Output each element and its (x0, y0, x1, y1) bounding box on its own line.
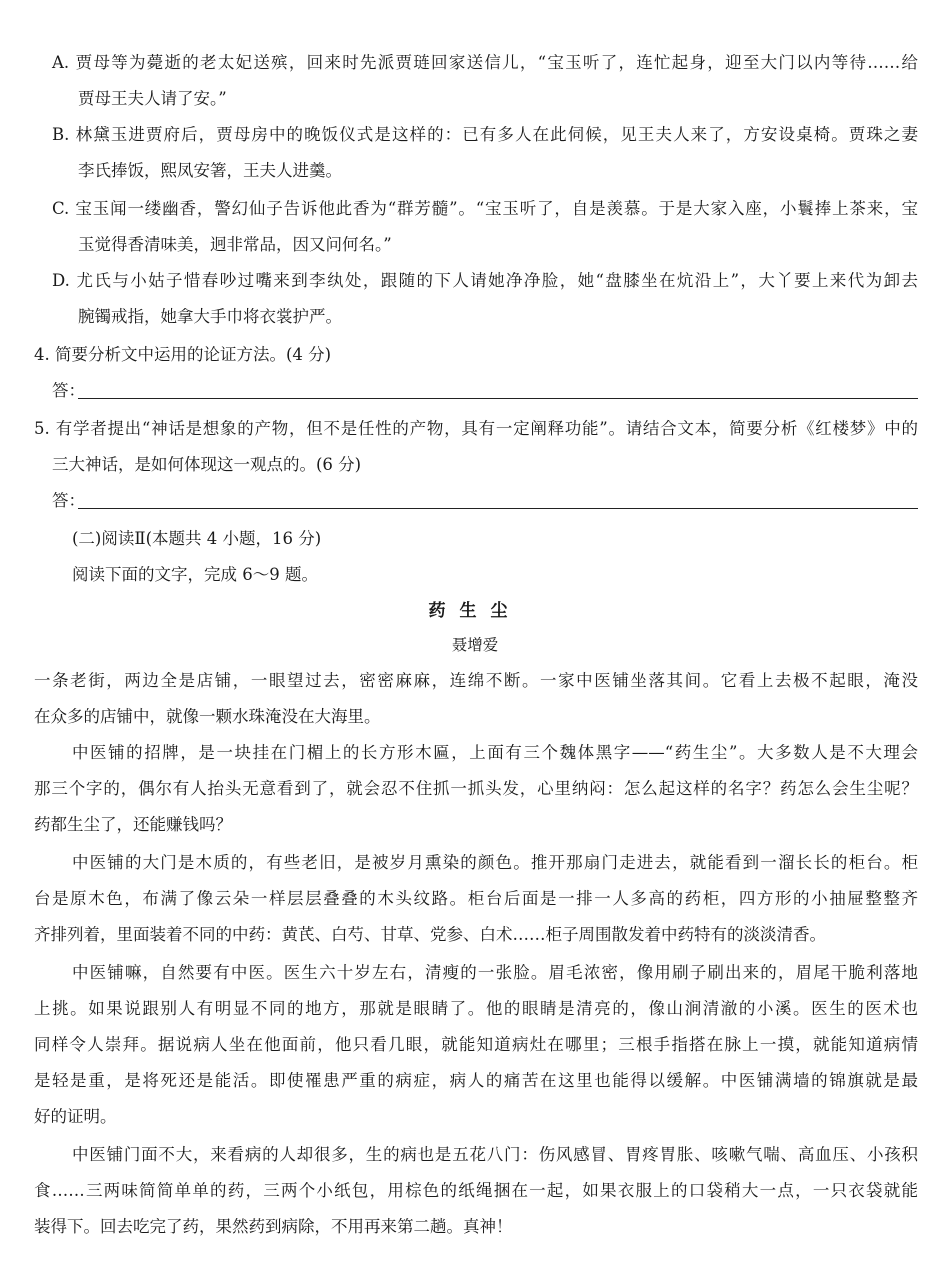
article-line: 药都生尘了，还能赚钱吗？ (34, 815, 232, 834)
article-line: 在众多的店铺中，就像一颗水珠淹没在大海里。 (34, 707, 381, 726)
article-line: 好的证明。 (34, 1107, 117, 1126)
article-author: 聂增爱 (451, 636, 499, 654)
article-line: 台是原木色，布满了像云朵一样层层叠叠的木头纹路。柜台后面是一排一人多高的药柜，四方形的小抽屉整整齐 (34, 889, 918, 908)
section-heading: (二)阅读Ⅱ(本题共 4 小题，16 分) (72, 529, 322, 548)
option-a-line2: 贾母王夫人请了安。” (78, 89, 227, 108)
article-title: 药生尘 (428, 601, 522, 621)
option-b-line2: 李氏捧饭，熙凤安箸，王夫人进羹。 (78, 161, 342, 180)
question-4-answer-row[interactable] (52, 380, 918, 404)
article-line: 齐排列着，里面装着不同的中药：黄芪、白芍、甘草、党参、白术……柜子周围散发着中药特有的淡淡清香。 (34, 925, 826, 944)
article-line: 食……三两味简简单单的药，三两个小纸包，用棕色的纸绳捆在一起，如果衣服上的口袋稍大一点，一只衣袋就能 (34, 1181, 918, 1200)
option-c-line2: 玉觉得香清味美，迥非常品，因又问何名。” (78, 235, 392, 254)
article-line: 中医铺的招牌，是一块挂在门楣上的长方形木匾，上面有三个魏体黑字——“药生尘”。大多数人是不大理会 (72, 743, 918, 762)
article-line: 一条老街，两边全是店铺，一眼望过去，密密麻麻，连绵不断。一家中医铺坐落其间。它看上去极不起眼，淹没 (34, 671, 918, 690)
article-line: 上挑。如果说跟别人有明显不同的地方，那就是眼睛了。他的眼睛是清亮的，像山涧清澈的小溪。医生的医术也 (34, 999, 918, 1018)
question-4: 4. 简要分析文中运用的论证方法。(4 分) (34, 345, 332, 364)
option-b-line1: B. 林黛玉进贾府后，贾母房中的晚饭仪式是这样的：已有多人在此伺候，见王夫人来了，方安设桌椅。贾珠之妻 (52, 125, 918, 144)
article-line: 那三个字的，偶尔有人抬头无意看到了，就会忍不住抓一抓头发，心里纳闷：怎么起这样的名字？药怎么会生尘呢？ (34, 779, 918, 798)
option-d-line1: D. 尤氏与小姑子惜春吵过嘴来到李纨处，跟随的下人请她净净脸，她“盘膝坐在炕沿上”，大丫要上来代为卸去 (52, 271, 918, 290)
answer-label: 答： (52, 381, 85, 400)
option-c-line1: C. 宝玉闻一缕幽香，警幻仙子告诉他此香为“群芳髓”。“宝玉听了，自是羡慕。于是大家入座，小鬟捧上茶来，宝 (52, 199, 918, 218)
question-5-line2: 三大神话，是如何体现这一观点的。(6 分) (52, 455, 362, 474)
article-line: 是轻是重，是将死还是能活。即使罹患严重的病症，病人的痛苦在这里也能得以缓解。中医铺满墙的锦旗就是最 (34, 1071, 918, 1090)
option-a-line1: A. 贾母等为薨逝的老太妃送殡，回来时先派贾琏回家送信儿，“宝玉听了，连忙起身，迎至大门以内等待……给 (52, 53, 918, 72)
option-d-line2: 腕镯戒指，她拿大手巾将衣裳护严。 (78, 307, 342, 326)
article-line: 装得下。回去吃完了药，果然药到病除，不用再来第二趟。真神！ (34, 1217, 513, 1236)
article-line: 中医铺嘛，自然要有中医。医生六十岁左右，清瘦的一张脸。眉毛浓密，像用刷子刷出来的，眉尾干脆利落地 (72, 963, 918, 982)
article-line: 中医铺门面不大，来看病的人却很多，生的病也是五花八门：伤风感冒、胃疼胃胀、咳嗽气喘、高血压、小孩积 (72, 1145, 918, 1164)
section-instruction: 阅读下面的文字，完成 6～9 题。 (72, 565, 318, 584)
answer-line[interactable] (78, 508, 918, 509)
answer-line[interactable] (78, 398, 918, 399)
question-5-answer-row[interactable] (52, 490, 918, 514)
question-5-line1: 5. 有学者提出“神话是想象的产物，但不是任性的产物，具有一定阐释功能”。请结合文本，简要分析《红楼梦》中的 (34, 419, 918, 438)
article-line: 中医铺的大门是木质的，有些老旧，是被岁月熏染的颜色。推开那扇门走进去，就能看到一溜长长的柜台。柜 (72, 853, 918, 872)
answer-label: 答： (52, 491, 85, 510)
article-line: 同样令人崇拜。据说病人坐在他面前，他只看几眼，就能知道病灶在哪里；三根手指搭在脉上一摸，就能知道病情 (34, 1035, 918, 1054)
